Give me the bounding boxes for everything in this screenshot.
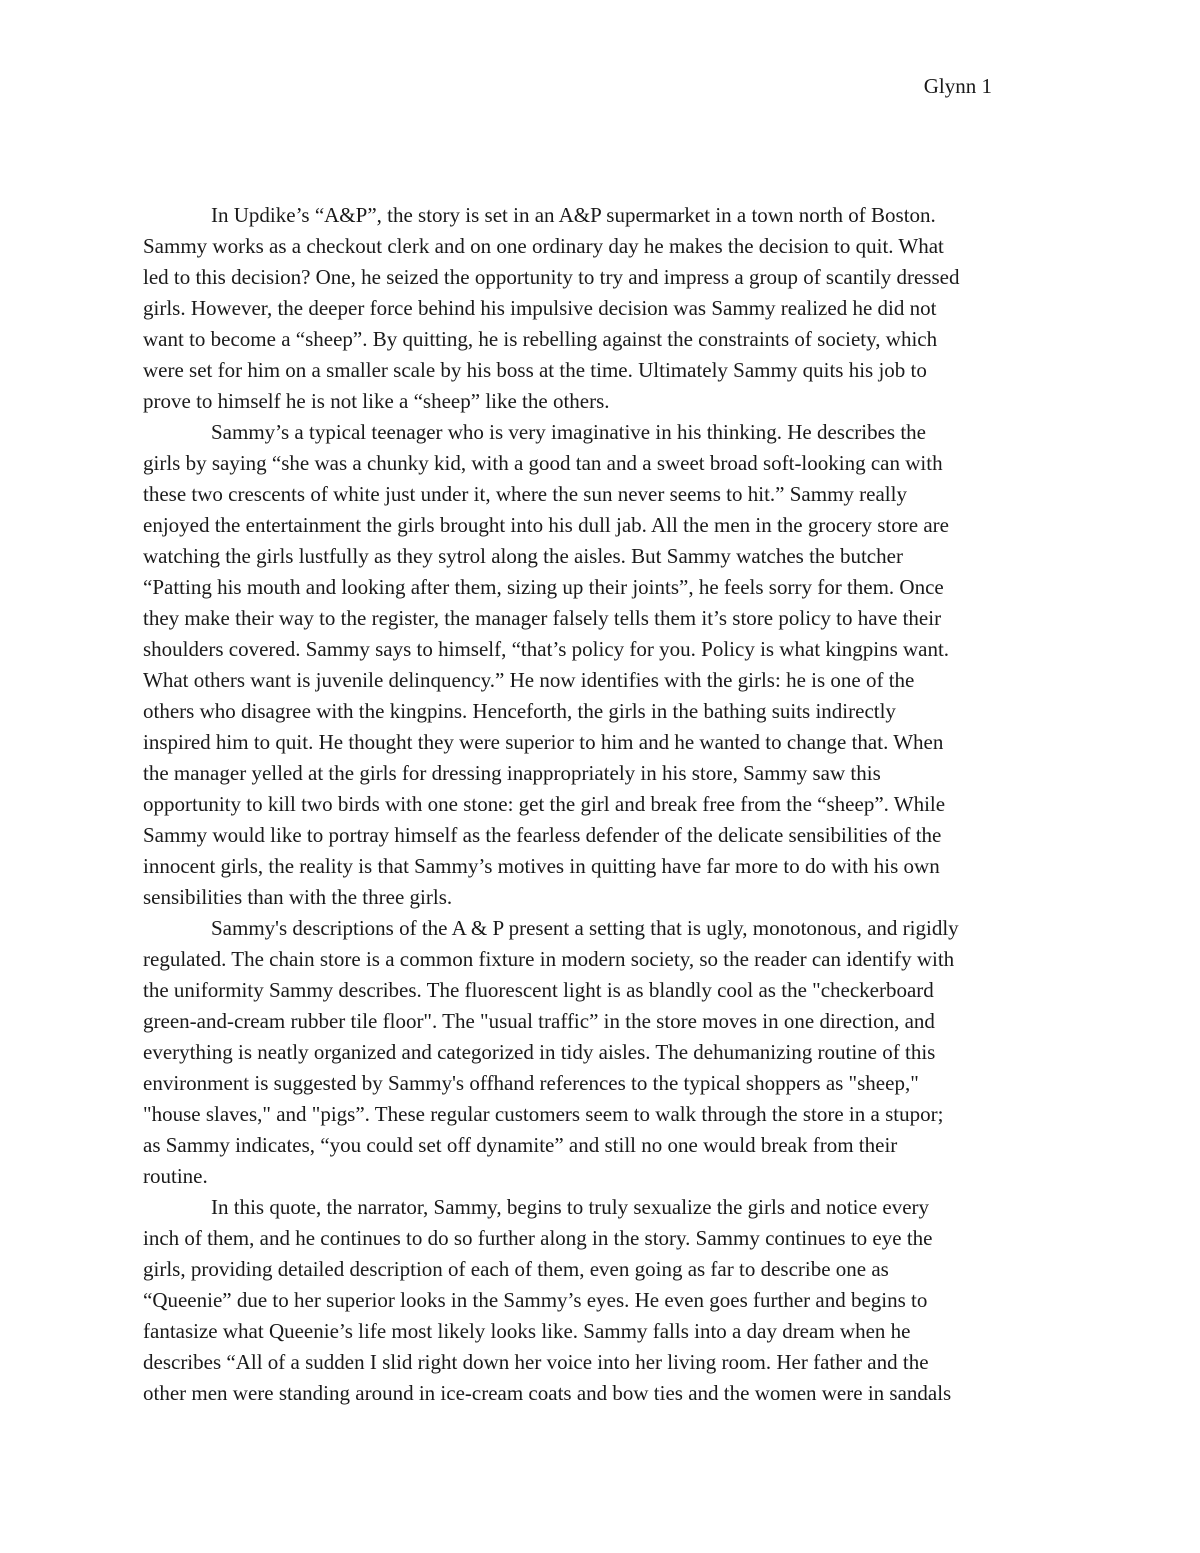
- text-line: girls, providing detailed description of each of them, even going as far to describe one as: [143, 1257, 889, 1281]
- text-line: the uniformity Sammy describes. The fluorescent light is as blandly cool as the "checkerboard: [143, 978, 934, 1002]
- text-line: as Sammy indicates, “you could set off dynamite” and still no one would break from their: [143, 1133, 898, 1157]
- paragraph-3: [143, 913, 1073, 1192]
- paragraph-2: [143, 417, 1073, 913]
- text-line: shoulders covered. Sammy says to himself, “that’s policy for you. Policy is what kingpins want.: [143, 637, 950, 661]
- paragraph-4: [143, 1192, 1073, 1409]
- text-line: In Updike’s “A&P”, the story is set in an A&P supermarket in a town north of Boston.: [211, 203, 936, 227]
- text-line: prove to himself he is not like a “sheep” like the others.: [143, 389, 610, 413]
- text-line: girls by saying “she was a chunky kid, with a good tan and a sweet broad soft-looking can with: [143, 451, 943, 475]
- text-line: Sammy would like to portray himself as the fearless defender of the delicate sensibilities of the: [143, 823, 942, 847]
- text-line: opportunity to kill two birds with one stone: get the girl and break free from the “sheep”. While: [143, 792, 946, 816]
- text-line: want to become a “sheep”. By quitting, he is rebelling against the constraints of society, which: [143, 327, 938, 351]
- page-header: Glynn 1: [923, 74, 992, 98]
- text-line: Sammy’s a typical teenager who is very imaginative in his thinking. He describes the: [211, 420, 926, 444]
- text-line: environment is suggested by Sammy's offhand references to the typical shoppers as "sheep,": [143, 1071, 919, 1095]
- essay-body: [143, 200, 1073, 1409]
- text-line: “Queenie” due to her superior looks in the Sammy’s eyes. He even goes further and begins to: [143, 1288, 928, 1312]
- text-line: other men were standing around in ice-cream coats and bow ties and the women were in sandals: [143, 1381, 952, 1405]
- text-line: sensibilities than with the three girls.: [143, 885, 453, 909]
- text-line: routine.: [143, 1164, 208, 1188]
- text-line: fantasize what Queenie’s life most likely looks like. Sammy falls into a day dream when he: [143, 1319, 911, 1343]
- text-line: led to this decision? One, he seized the opportunity to try and impress a group of scantily dressed: [143, 265, 960, 289]
- text-line: innocent girls, the reality is that Sammy’s motives in quitting have far more to do with his own: [143, 854, 940, 878]
- text-line: regulated. The chain store is a common fixture in modern society, so the reader can identify with: [143, 947, 955, 971]
- text-line: inch of them, and he continues to do so further along in the story. Sammy continues to eye the: [143, 1226, 933, 1250]
- text-line: they make their way to the register, the manager falsely tells them it’s store policy to have their: [143, 606, 942, 630]
- paragraph-1: [143, 200, 1073, 417]
- text-line: What others want is juvenile delinquency.” He now identifies with the girls: he is one of the: [143, 668, 915, 692]
- text-line: enjoyed the entertainment the girls brought into his dull jab. All the men in the grocery store are: [143, 513, 949, 537]
- text-line: Sammy's descriptions of the A & P present a setting that is ugly, monotonous, and rigidly: [211, 916, 959, 940]
- text-line: describes “All of a sudden I slid right down her voice into her living room. Her father and the: [143, 1350, 929, 1374]
- text-line: were set for him on a smaller scale by his boss at the time. Ultimately Sammy quits his job to: [143, 358, 927, 382]
- text-line: the manager yelled at the girls for dressing inappropriately in his store, Sammy saw this: [143, 761, 881, 785]
- text-line: “Patting his mouth and looking after them, sizing up their joints”, he feels sorry for them. Once: [143, 575, 944, 599]
- text-line: green-and-cream rubber tile floor". The "usual traffic” in the store moves in one direction, and: [143, 1009, 935, 1033]
- text-line: "house slaves," and "pigs”. These regular customers seem to walk through the store in a stupor;: [143, 1102, 944, 1126]
- text-line: In this quote, the narrator, Sammy, begins to truly sexualize the girls and notice every: [211, 1195, 930, 1219]
- text-line: these two crescents of white just under it, where the sun never seems to hit.” Sammy really: [143, 482, 907, 506]
- text-line: girls. However, the deeper force behind his impulsive decision was Sammy realized he did not: [143, 296, 937, 320]
- text-line: Sammy works as a checkout clerk and on one ordinary day he makes the decision to quit. What: [143, 234, 944, 258]
- text-line: everything is neatly organized and categorized in tidy aisles. The dehumanizing routine of this: [143, 1040, 936, 1064]
- text-line: others who disagree with the kingpins. Henceforth, the girls in the bathing suits indirectly: [143, 699, 896, 723]
- text-line: watching the girls lustfully as they sytrol along the aisles. But Sammy watches the butcher: [143, 544, 903, 568]
- text-line: inspired him to quit. He thought they were superior to him and he wanted to change that. When: [143, 730, 944, 754]
